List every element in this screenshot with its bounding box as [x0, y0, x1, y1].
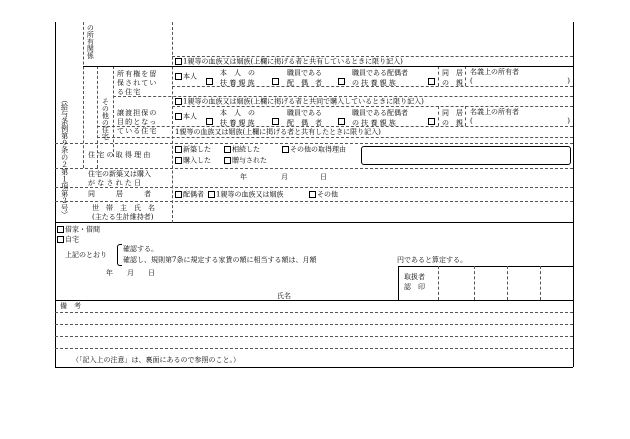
cohabitant-spouse[interactable]: 配偶者 [175, 191, 204, 199]
own-home-checkbox[interactable]: 自宅 [57, 236, 79, 244]
checkbox[interactable] [175, 58, 182, 65]
grid-line [55, 168, 573, 169]
cohabitant-label: 同 居 者 [88, 190, 151, 198]
grid-line [172, 22, 173, 223]
option-shokuin-fuyo-checkbox[interactable] [338, 73, 346, 89]
reason-new-build[interactable]: 新築した [175, 146, 211, 154]
seal-table-border [398, 266, 573, 267]
certify-date: 年 月 日 [106, 269, 155, 277]
confirm-line-3: 円であると算定する。 [397, 256, 467, 264]
seal-table-line [474, 266, 475, 300]
grid-line [55, 201, 573, 202]
remarks-line [55, 324, 573, 325]
shokuin-text: 職員である 配 偶 者 [287, 69, 322, 87]
grid-line [97, 137, 573, 138]
seal-table-line [540, 266, 541, 300]
dokyo-oya-text: 同 居 の 親 [442, 69, 463, 87]
shokuin-fuyo-text-2: 職員である配偶者 の 扶 養 親 族 [352, 109, 408, 127]
grid-line [83, 66, 573, 67]
honnin-fuyo-text: 本 人 の 扶 養 親 族 [220, 69, 255, 87]
grid-line [172, 106, 573, 107]
date-month-label: 月 [281, 173, 288, 181]
grid-line [438, 106, 439, 126]
brace [117, 244, 122, 266]
acquisition-reason-label: 住 宅 の 取 得 理 由 [88, 151, 151, 159]
grid-line [83, 22, 84, 168]
name-label: 氏名 [277, 292, 291, 300]
date-year-label: 年 [240, 173, 247, 181]
nominal-owner-field-2[interactable]: ( ) [470, 117, 570, 125]
rental-checkbox[interactable]: 借家・借間 [57, 226, 100, 234]
retained-ownership-housing-label: 所有権を留 保されてい る住宅 [117, 70, 158, 96]
shokuin-text-2: 職員である 配 偶 者 [287, 109, 322, 127]
option-dokyo-checkbox-2[interactable] [428, 113, 436, 129]
ownership-relation-label: の所有関係 [86, 24, 95, 59]
notes-reference: （「記入上の注意」は、裏面にあるので参照のこと。） [72, 356, 240, 364]
collateral-housing-label: 譲渡担保の 目的となっ ている住宅 [117, 109, 158, 135]
cohabitant-other[interactable]: その他 [309, 191, 338, 199]
remarks-line [55, 312, 573, 313]
form-bottom-line [55, 367, 573, 368]
household-head-label: 世 帯 主 氏 名 (主たる生計維持者) [92, 204, 155, 222]
grid-line [465, 106, 466, 126]
reason-gift[interactable]: 贈与された [224, 157, 267, 165]
honnin-fuyo-text-2: 本 人 の 扶 養 親 族 [220, 109, 255, 127]
reason-purchased[interactable]: 購入した [175, 157, 211, 165]
relative-option-top[interactable]: 1親等の血族又は姻族(上欄に掲げる者と共有しているときに限り記入) [175, 58, 403, 66]
regulation-side-title: （給与条例第９条の２第１項第２号） [60, 96, 70, 219]
option-honnin-fuyo-checkbox-2[interactable] [206, 113, 214, 129]
form-left-border [55, 22, 56, 367]
nominal-owner-label: 名義上の所有者 [470, 68, 519, 76]
seal-table-line [438, 266, 439, 300]
date-day-label: 日 [320, 173, 327, 181]
purchase-date-label: 住宅の新築又は購入 が な さ れ た 日 [88, 170, 151, 188]
reason-other[interactable]: その他の取得理由 [282, 146, 346, 154]
option-dokyo-checkbox[interactable] [428, 73, 436, 89]
grid-line [465, 66, 466, 86]
remarks-top-line [55, 300, 573, 301]
remarks-label: 備 考 [60, 302, 81, 310]
seal-table-line [507, 266, 508, 300]
grid-line [438, 66, 439, 86]
option-shokuin-fuyo-checkbox-2[interactable] [338, 113, 346, 129]
shokuin-fuyo-text: 職員である配偶者 の 扶 養 親 族 [352, 69, 408, 87]
remarks-line [55, 348, 573, 349]
grid-line [55, 143, 573, 144]
nominal-owner-label-2: 名義上の所有者 [470, 108, 519, 116]
option-honnin-2[interactable]: 本人 [175, 113, 197, 121]
relative-option-copurchase[interactable]: 1親等の血族又は姻族(上欄に掲げる者と共同で購入しているときに限り記入) [175, 98, 424, 106]
option-shokuin-checkbox[interactable] [272, 73, 280, 89]
handler-seal-label: 取扱者 認 印 [404, 273, 425, 291]
option-honnin-fuyo-checkbox[interactable] [206, 73, 214, 89]
relative-option-bottom[interactable]: 1親等の血族又は姻族(上欄に掲げる者と共有したときに限り記入) [175, 128, 381, 136]
option-honnin[interactable]: 本人 [175, 73, 197, 81]
form-right-border [573, 22, 574, 367]
confirm-line-1: 確認する。 [123, 245, 158, 253]
other-housing-label: その他の住宅 [101, 98, 110, 140]
other-reason-textbox[interactable] [361, 146, 571, 165]
nominal-owner-field[interactable]: ( ) [470, 77, 570, 85]
as-above-text: 上記のとおり [65, 251, 107, 259]
option-shokuin-checkbox-2[interactable] [272, 113, 280, 129]
seal-table-border [398, 266, 399, 300]
confirm-line-2: 確認し、規則第7条に規定する家賃の額に相当する額は、月額 [123, 256, 317, 264]
dokyo-oya-text-2: 同 居 の 親 [442, 109, 463, 127]
remarks-line [55, 336, 573, 337]
cohabitant-relative[interactable]: 1親等の血族又は姻族 [208, 191, 283, 199]
reason-inherited[interactable]: 相続した [224, 146, 260, 154]
